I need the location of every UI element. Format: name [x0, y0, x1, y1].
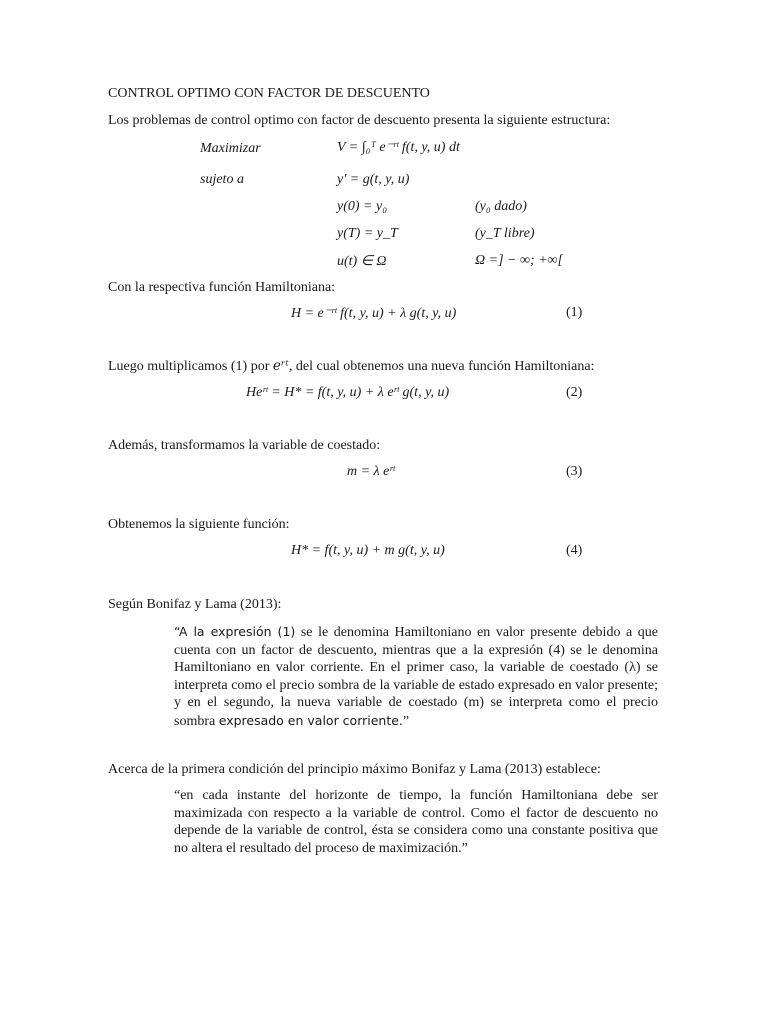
principle-paragraph: Acerca de la primera condición del principio máximo Bonifaz y Lama (2013) establece: — [108, 762, 601, 777]
constraint-terminal-condition: y(T) = y_T — [337, 226, 398, 241]
equation-4: H* = f(t, y, u) + m g(t, y, u) — [291, 543, 445, 558]
objective-function: V = ∫₀ᵀ e⁻ʳᵗ f(t, y, u) dt — [337, 140, 460, 155]
page-title: CONTROL OPTIMO CON FACTOR DE DESCUENTO — [108, 86, 430, 101]
constraint-initial-condition: y(0) = y₀ — [337, 199, 388, 214]
maximize-label: Maximizar — [200, 141, 261, 156]
multiply-factor: eʳᵗ — [272, 358, 289, 374]
subject-to-label: sujeto a — [200, 172, 244, 187]
constraint-terminal-note: (y_T libre) — [475, 226, 535, 241]
equation-3-number: (3) — [566, 464, 583, 479]
block-quote-1 — [174, 623, 658, 730]
constraint-state-equation: y′ = g(t, y, u) — [337, 172, 410, 187]
citation-paragraph: Según Bonifaz y Lama (2013): — [108, 597, 282, 612]
multiply-text-before: Luego multiplicamos (1) por — [108, 359, 273, 374]
block-quote-2 — [174, 787, 658, 857]
intro-paragraph: Los problemas de control optimo con factor de descuento presenta la siguiente estructura: — [108, 113, 611, 128]
equation-2: Heʳᵗ = H* = f(t, y, u) + λ eʳᵗ g(t, y, u) — [246, 385, 450, 400]
multiply-text-after: , del cual obtenemos una nueva función Hamiltoniana: — [288, 359, 595, 374]
equation-1-number: (1) — [566, 305, 583, 320]
constraint-control-note: Ω =] − ∞; +∞[ — [475, 253, 563, 268]
quote-1-opening: “A la expresión (1) — [174, 624, 296, 639]
quote-1-closing-phrase: expresado en valor corriente. — [218, 712, 403, 728]
constraint-control-set: u(t) ∈ Ω — [337, 254, 387, 269]
block-quote-1-text — [174, 623, 658, 730]
block-quote-2-text: “en cada instante del horizonte de tiempo, la función Hamiltoniana debe ser maximizada con respecto a la variable de control. Como el factor de descuento no depende de la variable de control, ésta se considera como una constante positiva que no altera el resultado del proceso de maximización.” — [174, 788, 658, 856]
quote-1-body: se le denomina Hamiltoniano en valor presente debido a que cuenta con un factor de descuento, mientras que a la expresión (4) se le denomina Hamiltoniano en valor corriente. En el primer caso, la variable de coestado (λ) se interpreta como el precio sombra de la variable de estado expresado en valor presente; y en el segundo, la nueva variable de coestado (m) se interpreta como el precio sombra — [174, 625, 658, 729]
equation-1: H = e⁻ʳᵗ f(t, y, u) + λ g(t, y, u) — [291, 306, 457, 321]
multiply-paragraph — [108, 358, 594, 375]
constraint-initial-note: (y₀ dado) — [475, 199, 527, 214]
hamiltonian-intro: Con la respectiva función Hamiltoniana: — [108, 280, 336, 295]
equation-4-number: (4) — [566, 543, 583, 558]
transform-paragraph: Además, transformamos la variable de coestado: — [108, 438, 381, 453]
equation-2-number: (2) — [566, 385, 583, 400]
obtain-paragraph: Obtenemos la siguiente función: — [108, 517, 290, 532]
equation-3: m = λ eʳᵗ — [347, 464, 395, 479]
quote-1-end-mark: ” — [402, 713, 410, 729]
